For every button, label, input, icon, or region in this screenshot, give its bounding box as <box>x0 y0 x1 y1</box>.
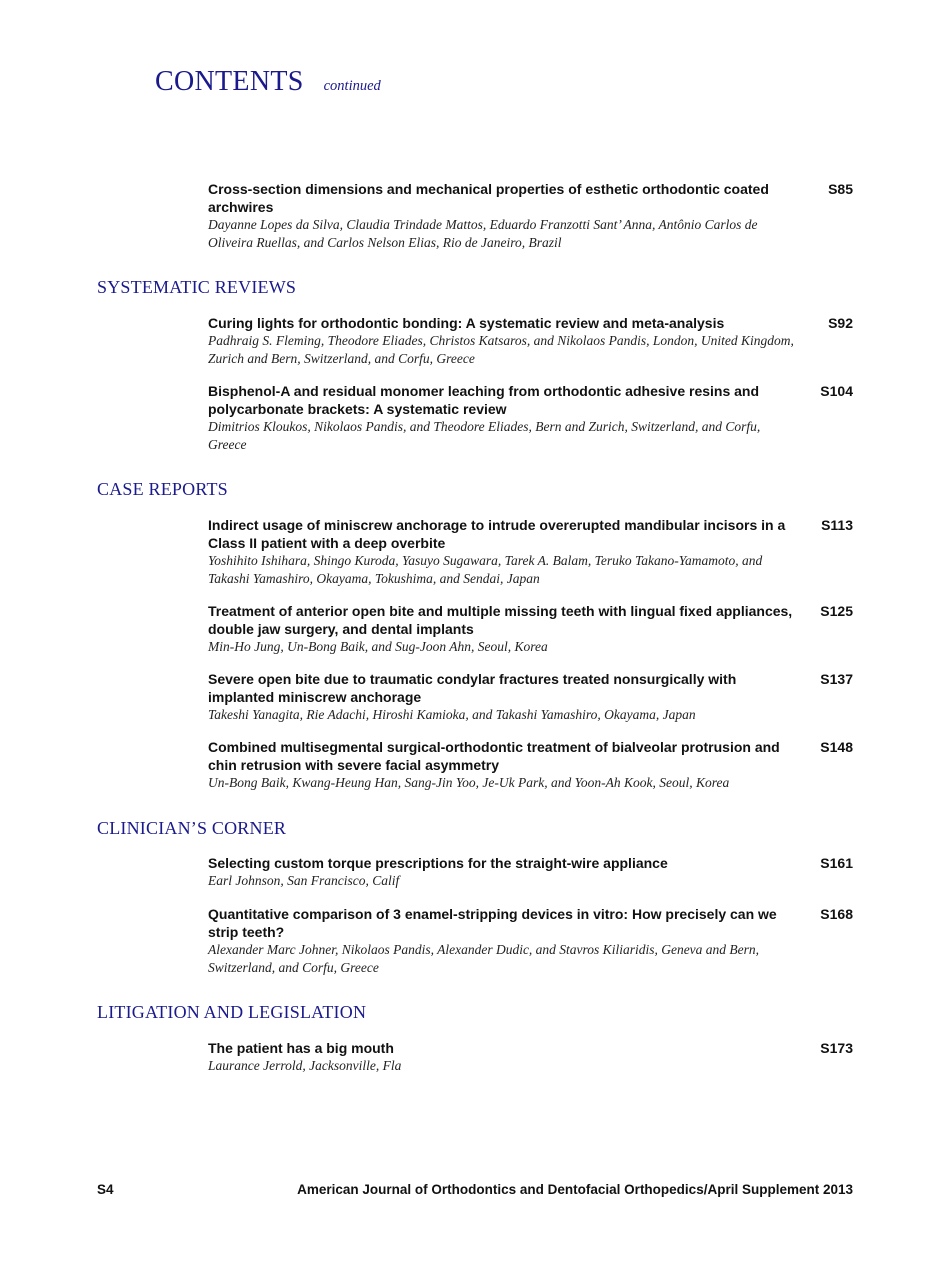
section-heading-litigation: LITIGATION AND LEGISLATION <box>97 1002 367 1022</box>
contents-continued-label: continued <box>323 78 381 94</box>
toc-entry[interactable] <box>208 516 853 588</box>
contents-title: CONTENTS <box>155 66 304 97</box>
toc-entry[interactable] <box>208 602 853 656</box>
toc-entry[interactable] <box>208 1039 853 1075</box>
toc-entry[interactable] <box>208 180 853 252</box>
article-title[interactable]: Combined multisegmental surgical-orthodontic treatment of bialveolar protrusion and chin retrusion with severe facial asymmetry <box>208 739 780 773</box>
page-number[interactable]: S113 <box>821 517 853 533</box>
footer-page-number: S4 <box>97 1182 114 1197</box>
section-heading-clinicians-corner: CLINICIAN’S CORNER <box>97 818 287 838</box>
toc-entry[interactable] <box>208 670 853 724</box>
toc-entry[interactable] <box>208 382 853 454</box>
page-number[interactable]: S161 <box>820 855 853 871</box>
article-authors: Min-Ho Jung, Un-Bong Baik, and Sug-Joon Ahn, Seoul, Korea <box>208 639 548 654</box>
page-number[interactable]: S92 <box>828 315 853 331</box>
article-title[interactable]: Cross-section dimensions and mechanical properties of esthetic orthodontic coated archwires <box>208 181 769 215</box>
article-authors: Earl Johnson, San Francisco, Calif <box>208 873 400 888</box>
article-title[interactable]: Curing lights for orthodontic bonding: A systematic review and meta-analysis <box>208 315 725 331</box>
article-title[interactable]: Selecting custom torque prescriptions for the straight-wire appliance <box>208 855 668 871</box>
article-title[interactable]: The patient has a big mouth <box>208 1040 394 1056</box>
article-title[interactable]: Treatment of anterior open bite and multiple missing teeth with lingual fixed appliances, double jaw surgery, and dental implants <box>208 603 793 637</box>
section-heading-case-reports: CASE REPORTS <box>97 479 228 499</box>
toc-entry[interactable] <box>208 854 853 890</box>
article-authors: Alexander Marc Johner, Nikolaos Pandis, Alexander Dudic, and Stavros Kiliaridis, Geneva and Bern, Switzerland, and Corfu, Greece <box>208 942 760 975</box>
page-number[interactable]: S85 <box>828 181 853 197</box>
page-number[interactable]: S104 <box>820 383 853 399</box>
toc-entry[interactable] <box>208 905 853 977</box>
toc-entry[interactable] <box>208 314 853 368</box>
section-heading-systematic-reviews: SYSTEMATIC REVIEWS <box>97 277 297 297</box>
article-authors: Un-Bong Baik, Kwang-Heung Han, Sang-Jin Yoo, Je-Uk Park, and Yoon-Ah Kook, Seoul, Korea <box>208 775 730 790</box>
footer-journal-title: American Journal of Orthodontics and Dentofacial Orthopedics/April Supplement 2013 <box>297 1182 853 1197</box>
article-authors: Yoshihito Ishihara, Shingo Kuroda, Yasuyo Sugawara, Tarek A. Balam, Teruko Takano-Yamamoto, and Takashi Yamashiro, Okayama, Tokushima, and Sendai, Japan <box>208 553 763 586</box>
article-authors: Dayanne Lopes da Silva, Claudia Trindade Mattos, Eduardo Franzotti Sant’ Anna, Antônio Carlos de Oliveira Ruellas, and Carlos Nelson Elias, Rio de Janeiro, Brazil <box>208 217 758 250</box>
article-title[interactable]: Severe open bite due to traumatic condylar fractures treated nonsurgically with implanted miniscrew anchorage <box>208 671 737 705</box>
article-authors: Dimitrios Kloukos, Nikolaos Pandis, and Theodore Eliades, Bern and Zurich, Switzerland, and Corfu, Greece <box>208 419 761 452</box>
article-title[interactable]: Bisphenol-A and residual monomer leaching from orthodontic adhesive resins and polycarbonate brackets: A systematic review <box>208 383 760 417</box>
page-number[interactable]: S137 <box>820 671 853 687</box>
page-number[interactable]: S148 <box>820 739 853 755</box>
article-title[interactable]: Indirect usage of miniscrew anchorage to intrude overerupted mandibular incisors in a Class II patient with a deep overbite <box>208 517 786 551</box>
page-number[interactable]: S125 <box>820 603 853 619</box>
page-number[interactable]: S168 <box>820 906 853 922</box>
page-number[interactable]: S173 <box>820 1040 853 1056</box>
toc-entry[interactable] <box>208 738 853 792</box>
article-authors: Padhraig S. Fleming, Theodore Eliades, Christos Katsaros, and Nikolaos Pandis, London, United Kingdom, Zurich and Bern, Switzerland, and Corfu, Greece <box>208 333 794 366</box>
article-authors: Takeshi Yanagita, Rie Adachi, Hiroshi Kamioka, and Takashi Yamashiro, Okayama, Japan <box>208 707 696 722</box>
page-header <box>155 66 381 98</box>
article-authors: Laurance Jerrold, Jacksonville, Fla <box>208 1058 402 1073</box>
article-title[interactable]: Quantitative comparison of 3 enamel-stripping devices in vitro: How precisely can we strip teeth? <box>208 906 777 940</box>
